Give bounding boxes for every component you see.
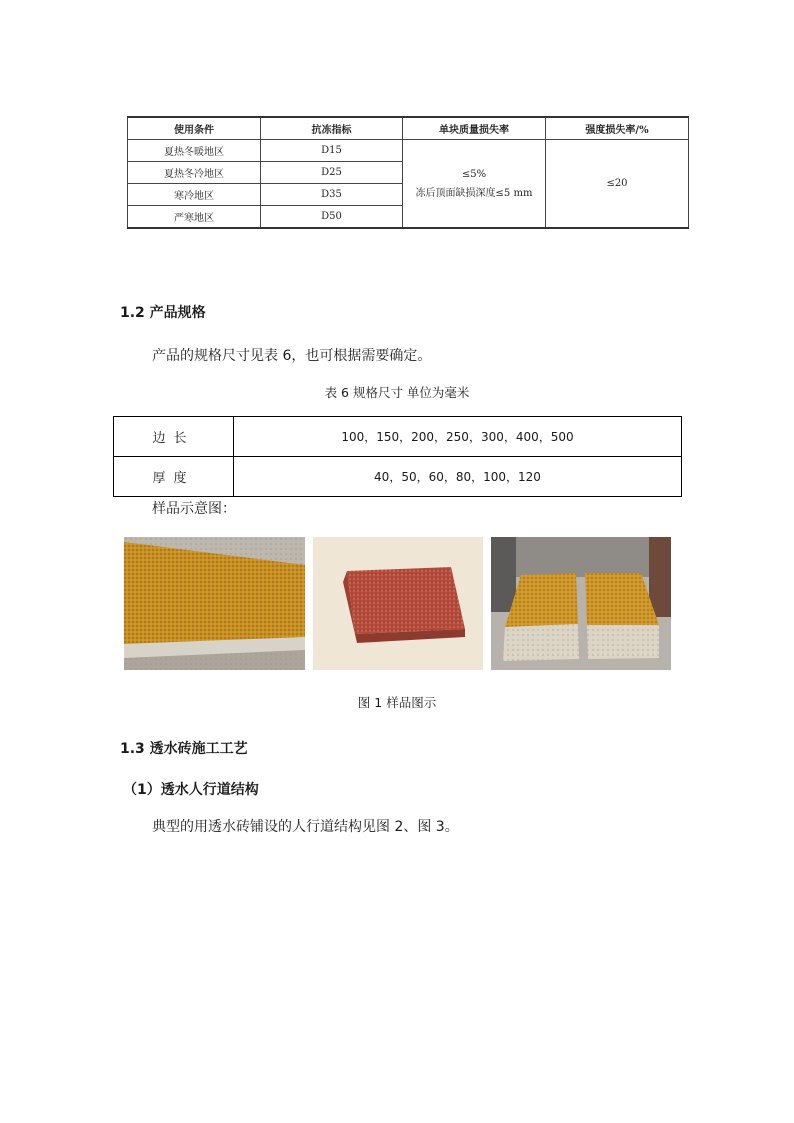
spec-label-cell: 厚度 bbox=[114, 457, 234, 497]
spec-table bbox=[113, 416, 682, 497]
sample-photo-paving-bricks bbox=[491, 537, 671, 670]
frost-index-cell: D35 bbox=[261, 184, 403, 206]
sample-photo-ochre-brick bbox=[124, 537, 305, 670]
frost-header-condition: 使用条件 bbox=[128, 117, 261, 140]
spec-values-cell: 100，150，200，250，300，400，500 bbox=[234, 417, 682, 457]
frost-mass-loss-cell bbox=[403, 140, 546, 229]
sample-photo-red-brick bbox=[313, 537, 483, 670]
frost-index-cell: D50 bbox=[261, 206, 403, 229]
sample-label: 样品示意图： bbox=[152, 501, 236, 517]
subsection-heading: （1）透水人行道结构 bbox=[123, 782, 259, 798]
structure-paragraph: 典型的用透水砖铺设的人行道结构见图 2、图 3。 bbox=[152, 819, 459, 835]
frost-table-header-row bbox=[128, 117, 689, 140]
mass-loss-line-1: ≤5% bbox=[461, 168, 487, 180]
frost-resistance-table bbox=[127, 116, 689, 229]
table-row bbox=[114, 417, 682, 457]
figure-caption: 图 1 样品图示 bbox=[357, 695, 437, 710]
frost-condition-cell: 夏热冬暖地区 bbox=[128, 140, 261, 162]
frost-header-index: 抗冻指标 bbox=[261, 117, 403, 140]
table-row bbox=[114, 457, 682, 497]
frost-condition-cell: 寒冷地区 bbox=[128, 184, 261, 206]
table-caption: 表 6 规格尺寸 单位为毫米 bbox=[324, 385, 470, 400]
mass-loss-line-2: 冻后顶面缺损深度≤5 mm bbox=[415, 187, 533, 199]
frost-index-cell: D15 bbox=[261, 140, 403, 162]
frost-header-mass-loss: 单块质量损失率 bbox=[403, 117, 546, 140]
section-heading-1-2: 1.2 产品规格 bbox=[120, 305, 206, 321]
frost-header-strength-loss: 强度损失率/% bbox=[546, 117, 689, 140]
frost-condition-cell: 严寒地区 bbox=[128, 206, 261, 229]
frost-condition-cell: 夏热冬冷地区 bbox=[128, 162, 261, 184]
table-row bbox=[128, 140, 689, 162]
frost-index-cell: D25 bbox=[261, 162, 403, 184]
spec-paragraph: 产品的规格尺寸见表 6，也可根据需要确定。 bbox=[152, 348, 432, 364]
spec-label-cell: 边长 bbox=[114, 417, 234, 457]
section-heading-1-3: 1.3 透水砖施工工艺 bbox=[120, 741, 248, 757]
frost-strength-loss-cell: ≤20 bbox=[546, 140, 689, 229]
spec-values-cell: 40，50，60，80，100，120 bbox=[234, 457, 682, 497]
